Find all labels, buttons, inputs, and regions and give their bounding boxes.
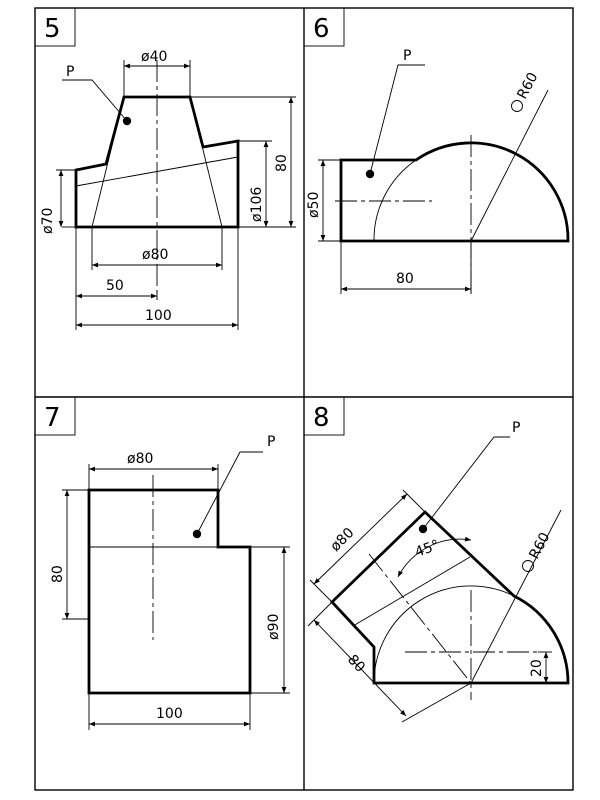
dim-right-diameter: ø90 [266, 613, 282, 640]
axis-line [369, 554, 471, 683]
inclined-cylinder-with-hemisphere-outline [332, 512, 568, 683]
dim-offset: 50 [106, 278, 124, 294]
dim-diameter: ø50 [306, 191, 322, 218]
panel-number: 7 [44, 403, 61, 433]
dim-radius: R60 [514, 70, 542, 102]
dim-diameter: ø80 [327, 524, 358, 555]
dim-width: 100 [156, 706, 183, 722]
panel-7 [35, 397, 290, 730]
dim-top-diameter: ø80 [127, 451, 154, 467]
panel-number: 5 [44, 14, 61, 44]
dim-offset: 20 [529, 659, 545, 677]
dim-radius: R60 [526, 530, 554, 562]
dim-angle: 45° [412, 537, 442, 561]
panel-number: 8 [313, 403, 330, 433]
point-p-label: P [66, 64, 75, 80]
panel-5 [35, 8, 296, 330]
dim-top-diameter: ø40 [141, 49, 168, 65]
dim-left-diameter: ø70 [40, 207, 56, 234]
dim-bottom-diameter: ø80 [142, 247, 169, 263]
dim-length: 80 [344, 651, 368, 676]
dim-right-diameter: ø106 [249, 186, 265, 222]
panel-number: 6 [313, 14, 330, 44]
dim-height: 80 [274, 154, 290, 172]
point-p-label: P [267, 434, 276, 450]
point-p-label: P [512, 420, 521, 436]
dim-width: 80 [396, 271, 414, 287]
stepped-cylinder-outline [89, 490, 250, 693]
dim-width: 100 [145, 308, 172, 324]
point-p-label: P [403, 48, 412, 64]
panel-8 [304, 397, 568, 722]
panel-6 [304, 8, 568, 295]
dim-height: 80 [50, 565, 66, 583]
